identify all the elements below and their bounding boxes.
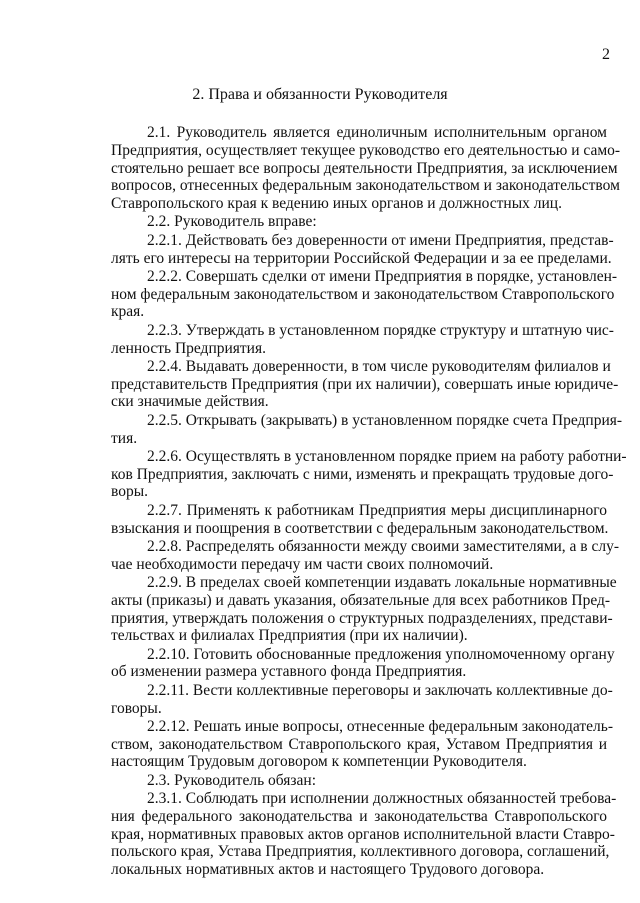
paragraph <box>111 645 615 682</box>
paragraph-line: тия. <box>111 429 138 447</box>
paragraph-line: локальных нормативных актов и настоящего Трудового договора. <box>111 861 545 879</box>
paragraph-line: ков Предприятия, заключать с ними, изменять и прекращать трудовые дого- <box>111 465 614 483</box>
paragraph-line: края. <box>111 303 145 321</box>
paragraph-line: 2.3. Руководитель обязан: <box>147 771 317 789</box>
paragraph <box>111 573 617 645</box>
paragraph <box>111 537 620 574</box>
paragraph-line: 2.2.8. Распределять обязанности между своими заместителями, а в слу- <box>147 537 620 555</box>
paragraph-line: 2.2.3. Утверждать в установленном порядке структуру и штатную чис- <box>147 321 614 339</box>
paragraph-line: акты (приказы) и давать указания, обязательные для всех работников Пред- <box>111 591 611 609</box>
paragraph-line: 2.2.9. В пределах своей компетенции издавать локальные нормативные <box>147 573 617 591</box>
paragraph-line: вопросов, отнесенных федеральным законодательством и законодательством <box>111 177 620 195</box>
paragraph <box>111 502 607 538</box>
document-body <box>111 124 627 879</box>
paragraph <box>111 789 617 879</box>
paragraph-line: стоятельно решает все вопросы деятельности Предприятия, за исключением <box>111 159 618 177</box>
paragraph-line: 2.2.12. Решать иные вопросы, отнесенные федеральным законодатель- <box>147 717 613 735</box>
paragraph-line: 2.1. Руководитель является единоличным исполнительным органом <box>147 124 607 141</box>
paragraph-line: представительств Предприятия (при их наличии), совершать иные юридиче- <box>111 375 619 393</box>
paragraph <box>111 213 607 231</box>
paragraph-line: взыскания и поощрения в соответствии с федеральным законодательством. <box>111 519 609 537</box>
paragraph-line: воры. <box>111 483 149 501</box>
paragraph-line: Ставропольского края к ведению иных органов и должностных лиц. <box>111 195 562 213</box>
paragraph-line: ством, законодательством Ставропольского края, Уставом Предприятия и <box>111 735 607 753</box>
paragraph <box>111 447 627 501</box>
paragraph <box>111 231 614 268</box>
paragraph <box>111 267 618 321</box>
paragraph-line: 2.3.1. Соблюдать при исполнении должностных обязанностей требова- <box>147 789 617 807</box>
paragraph-line: ски значимые действия. <box>111 393 269 411</box>
paragraph-line: ном федеральным законодательством и законодательством Ставропольского <box>111 285 615 303</box>
paragraph-line: 2.2.11. Вести коллективные переговоры и заключать коллективные до- <box>147 681 613 699</box>
paragraph <box>111 681 613 718</box>
paragraph-line: 2.2.4. Выдавать доверенности, в том числе руководителям филиалов и <box>147 357 611 375</box>
section-title: 2. Права и обязанности Руководителя <box>192 86 448 103</box>
page-number: 2 <box>602 46 610 63</box>
paragraph-line: 2.2.1. Действовать без доверенности от имени Предприятия, представ- <box>147 231 614 249</box>
paragraph-line: об изменении размера уставного фонда Предприятия. <box>111 663 467 681</box>
paragraph-line: приятия, утверждать положения о структурных подразделениях, представи- <box>111 609 613 627</box>
paragraph-line: 2.2.6. Осуществлять в установленном порядке прием на работу работни- <box>147 447 627 465</box>
paragraph-line: польского края, Устава Предприятия, коллективного договора, соглашений, <box>111 843 610 861</box>
paragraph-line: Предприятия, осуществляет текущее руководство его деятельностью и само- <box>111 141 621 159</box>
paragraph-line: 2.2.10. Готовить обоснованные предложения уполномоченному органу <box>147 645 615 663</box>
paragraph-line: 2.2. Руководитель вправе: <box>147 213 317 231</box>
paragraph-line: тельствах и филиалах Предприятия (при их наличии). <box>111 627 468 645</box>
paragraph-line: ния федерального законодательства и законодательства Ставропольского <box>111 807 607 825</box>
paragraph-line: лять его интересы на территории Российской Федерации и за ее пределами. <box>111 249 612 267</box>
paragraph-line: ленность Предприятия. <box>111 339 266 357</box>
paragraph <box>111 357 619 411</box>
paragraph <box>111 124 621 213</box>
paragraph <box>111 772 607 790</box>
paragraph-line: края, нормативных правовых актов органов исполнительной власти Ставро- <box>111 825 615 843</box>
paragraph-line: настоящим Трудовым договором к компетенции Руководителя. <box>111 753 527 771</box>
paragraph-line: 2.2.5. Открывать (закрывать) в установленном порядке счета Предприя- <box>147 411 623 429</box>
paragraph <box>111 321 614 358</box>
paragraph-line: 2.2.2. Совершать сделки от имени Предприятия в порядке, установлен- <box>147 267 618 285</box>
paragraph <box>111 411 623 448</box>
paragraph-line: 2.2.7. Применять к работникам Предприятия меры дисциплинарного <box>147 501 607 519</box>
paragraph <box>111 717 613 771</box>
paragraph-line: чае необходимости передачу им части своих полномочий. <box>111 555 494 573</box>
paragraph-line: говоры. <box>111 699 162 717</box>
